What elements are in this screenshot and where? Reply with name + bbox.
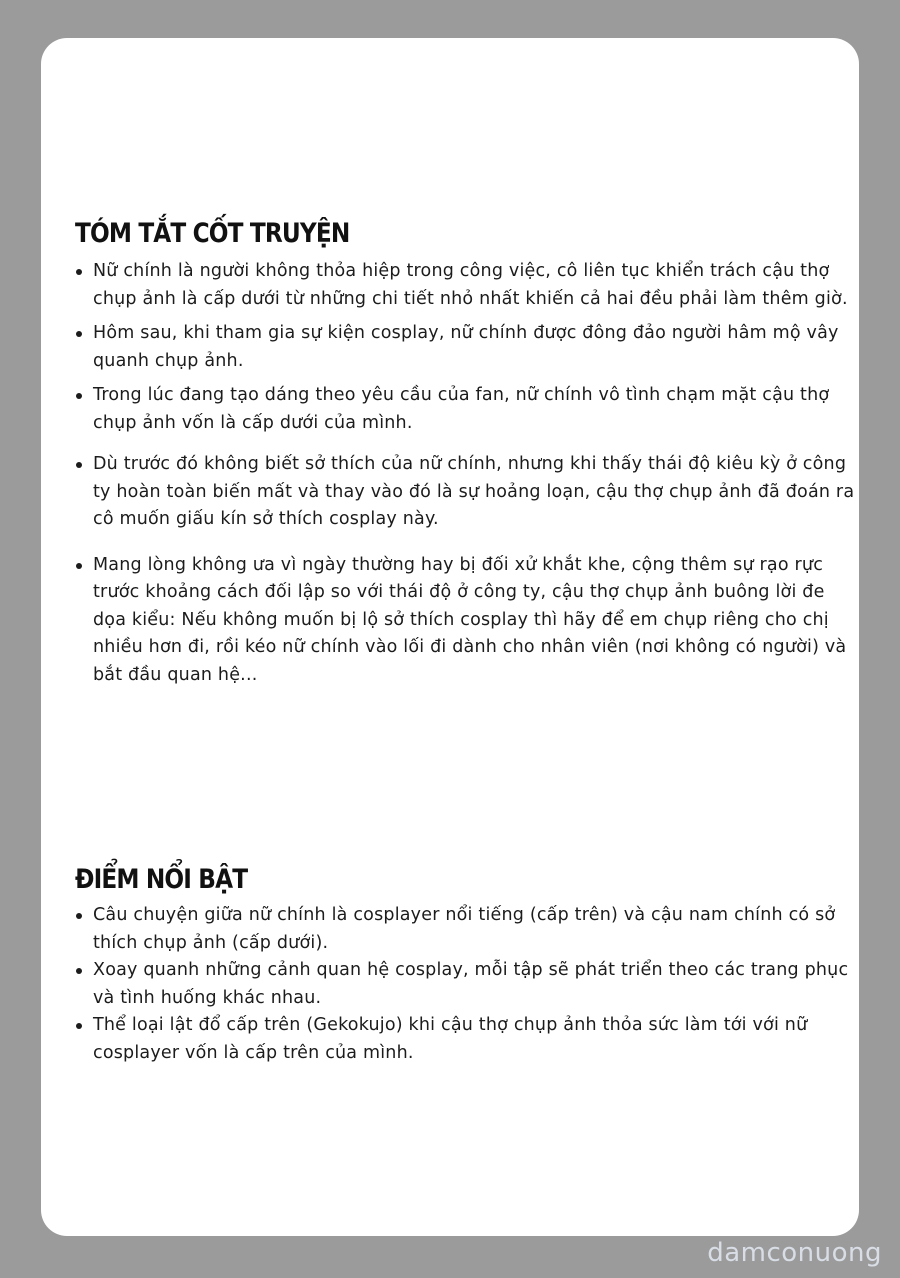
bullet-icon <box>76 331 82 337</box>
list-item-text: Hôm sau, khi tham gia sự kiện cosplay, nữ chính được đông đảo người hâm mộ vây quanh chụp ảnh. <box>93 323 839 371</box>
list-item <box>75 382 855 437</box>
list-item-text: Dù trước đó không biết sở thích của nữ chính, nhưng khi thấy thái độ kiêu kỳ ở công ty hoàn toàn biến mất và thay vào đó là sự hoảng loạn, cậu thợ chụp ảnh đã đoán ra cô muốn giấu kín sở thích cosplay này. <box>93 454 855 529</box>
bullet-icon <box>76 913 82 919</box>
bullet-icon <box>76 462 82 468</box>
bullet-icon <box>76 968 82 974</box>
bullet-icon <box>76 393 82 399</box>
bullet-icon <box>76 563 82 569</box>
list-item-text: Trong lúc đang tạo dáng theo yêu cầu của fan, nữ chính vô tình chạm mặt cậu thợ chụp ảnh vốn là cấp dưới của mình. <box>93 385 830 433</box>
list-item-text: Mang lòng không ưa vì ngày thường hay bị đối xử khắt khe, cộng thêm sự rạo rực trước khoảng cách đối lập so với thái độ ở công ty, cậu thợ chụp ảnh buông lời đe dọa kiểu: Nếu không muốn bị lộ sở thích cosplay thì hãy để em chụp riêng cho chị nhiều hơn đi, rồi kéo nữ chính vào lối đi dành cho nhân viên (nơi không có người) và bắt đầu quan hệ... <box>93 554 847 685</box>
bullet-icon <box>76 1023 82 1029</box>
list-item <box>75 1012 855 1067</box>
plot-summary-section <box>75 216 855 696</box>
list-item <box>75 552 855 690</box>
list-item <box>75 258 855 313</box>
plot-summary-title: TÓM TẮT CỐT TRUYỆN <box>75 218 350 249</box>
list-item <box>75 957 855 1012</box>
list-item-text: Câu chuyện giữa nữ chính là cosplayer nổi tiếng (cấp trên) và cậu nam chính có sở thích chụp ảnh (cấp dưới). <box>93 905 836 953</box>
list-item <box>75 902 855 957</box>
plot-summary-list <box>75 258 855 689</box>
watermark: damconuong <box>707 1238 882 1268</box>
list-item-text: Thể loại lật đổ cấp trên (Gekokujo) khi cậu thợ chụp ảnh thỏa sức làm tới với nữ cosplayer vốn là cấp trên của mình. <box>93 1015 808 1063</box>
highlights-title: ĐIỂM NỔI BẬT <box>75 864 248 895</box>
list-item-text: Nữ chính là người không thỏa hiệp trong công việc, cô liên tục khiển trách cậu thợ chụp ảnh là cấp dưới từ những chi tiết nhỏ nhất khiến cả hai đều phải làm thêm giờ. <box>93 261 848 309</box>
highlights-section <box>75 862 855 1067</box>
list-item-text: Xoay quanh những cảnh quan hệ cosplay, mỗi tập sẽ phát triển theo các trang phục và tình huống khác nhau. <box>93 960 849 1008</box>
list-item <box>75 451 855 534</box>
bullet-icon <box>76 269 82 275</box>
highlights-list <box>75 902 855 1067</box>
list-item <box>75 320 855 375</box>
